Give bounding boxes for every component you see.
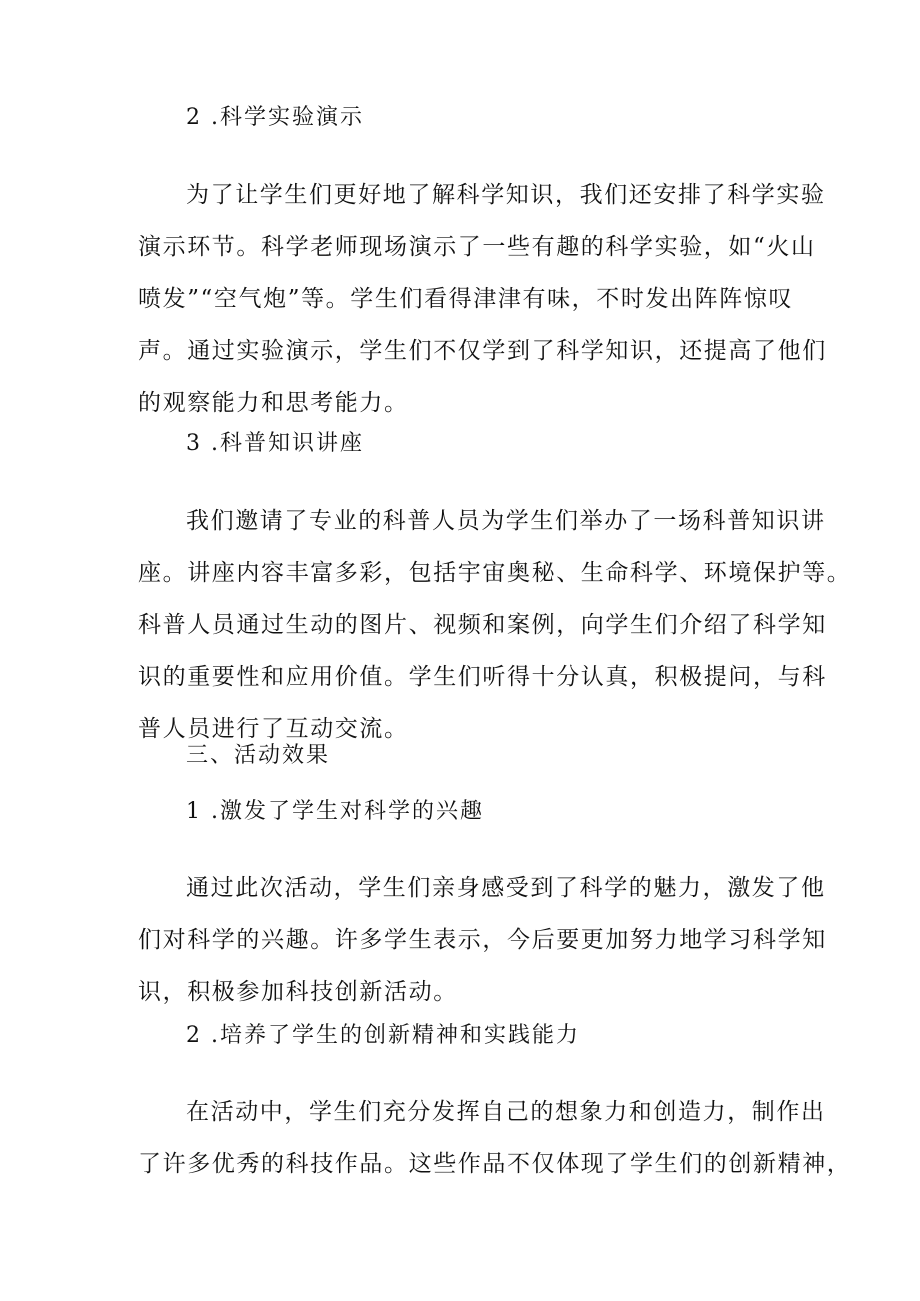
paragraph-line: 我们邀请了专业的科普人员为学生们举办了一场科普知识讲 [186, 508, 826, 534]
heading-science-lecture: 3 .科普知识讲座 [186, 431, 364, 456]
paragraph-line: 通过此次活动，学生们亲身感受到了科学的魅力，激发了他 [186, 875, 826, 901]
paragraph-line: 声。通过实验演示，学生们不仅学到了科学知识，还提高了他们 [138, 338, 827, 364]
heading-science-experiment: 2 .科学实验演示 [186, 105, 364, 130]
paragraph-science-lecture [138, 495, 852, 755]
paragraph-interest-in-science [138, 862, 827, 1018]
paragraph-line: 为了让学生们更好地了解科学知识，我们还安排了科学实验 [186, 182, 826, 208]
paragraph-line: 了许多优秀的科技作品。这些作品不仅体现了学生们的创新精神， [138, 1151, 852, 1177]
paragraph-line: 普人员进行了互动交流。 [138, 716, 409, 742]
paragraph-line: 座。讲座内容丰富多彩，包括宇宙奥秘、生命科学、环境保护等。 [138, 560, 852, 586]
paragraph-line: 科普人员通过生动的图片、视频和案例，向学生们介绍了科学知 [138, 612, 827, 638]
paragraph-line: 在活动中，学生们充分发挥自己的想象力和创造力，制作出 [186, 1099, 826, 1125]
paragraph-line: 们对科学的兴趣。许多学生表示，今后要更加努力地学习科学知 [138, 927, 827, 953]
paragraph-line: 喷发”“空气炮”等。学生们看得津津有味，不时发出阵阵惊叹 [138, 286, 794, 312]
section-heading-activity-effects: 三、活动效果 [186, 743, 331, 768]
heading-interest-in-science: 1 .激发了学生对科学的兴趣 [186, 799, 484, 824]
paragraph-science-experiment [138, 169, 827, 429]
paragraph-line: 的观察能力和思考能力。 [138, 390, 409, 416]
paragraph-line: 识，积极参加科技创新活动。 [138, 979, 458, 1005]
heading-innovation-practice: 2 .培养了学生的创新精神和实践能力 [186, 1023, 580, 1048]
paragraph-line: 演示环节。科学老师现场演示了一些有趣的科学实验，如“火山 [138, 234, 816, 260]
paragraph-line: 识的重要性和应用价值。学生们听得十分认真，积极提问，与科 [138, 664, 827, 690]
paragraph-innovation-practice [138, 1086, 852, 1190]
